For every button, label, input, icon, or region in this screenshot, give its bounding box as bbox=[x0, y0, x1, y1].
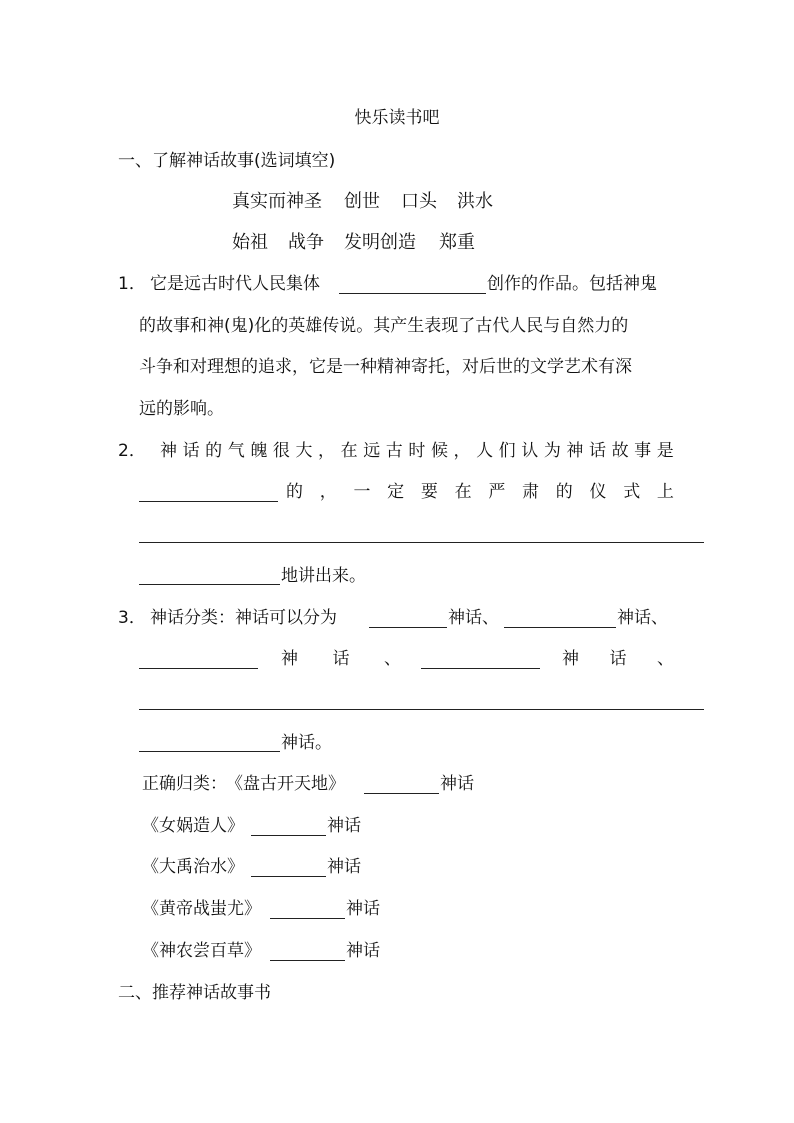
word-bank-item: 口头 bbox=[401, 191, 437, 212]
classify-label: 正确归类： bbox=[142, 774, 227, 794]
q3-blank[interactable] bbox=[139, 751, 280, 752]
classify-item-title: 《女娲造人》 bbox=[142, 816, 244, 836]
classify-blank[interactable] bbox=[251, 876, 326, 877]
q1-number: 1． bbox=[118, 274, 146, 294]
page-title: 快乐读书吧 bbox=[354, 108, 440, 128]
classify-blank[interactable] bbox=[364, 793, 439, 794]
classify-blank[interactable] bbox=[270, 960, 345, 961]
classify-item-title: 《大禹治水》 bbox=[142, 857, 244, 877]
classify-item-title: 《神农尝百草》 bbox=[142, 941, 261, 961]
classify-item-suffix: 神话 bbox=[440, 774, 474, 794]
word-bank-item: 真实而神圣 bbox=[232, 191, 322, 212]
q3-line-2a: 神 话 、 bbox=[281, 649, 401, 669]
q2-number: 2． bbox=[118, 441, 146, 461]
classify-item-suffix: 神话 bbox=[327, 857, 361, 877]
q2-blank-2[interactable] bbox=[139, 584, 280, 585]
classify-blank[interactable] bbox=[251, 835, 326, 836]
q2-line-2: 的 ， 一 定 要 在 严 肃 的 仪 式 上 bbox=[286, 482, 674, 502]
q3-line-2b: 神 话 、 bbox=[562, 649, 674, 669]
q3-blank[interactable] bbox=[421, 668, 540, 669]
q1-text: 创作的作品。包括神鬼 bbox=[487, 274, 657, 294]
q1-blank[interactable] bbox=[339, 293, 486, 294]
section-1-heading: 一、了解神话故事(选词填空) bbox=[118, 151, 336, 171]
classify-item-title: 《盘古开天地》 bbox=[226, 774, 345, 794]
word-bank-item: 郑重 bbox=[439, 232, 475, 253]
classify-item-suffix: 神话 bbox=[346, 899, 380, 919]
q3-text: 神话、 bbox=[448, 608, 499, 628]
q3-text: 神话分类：神话可以分为 bbox=[150, 608, 337, 628]
word-bank-item: 始祖 bbox=[232, 232, 268, 253]
classify-blank[interactable] bbox=[270, 918, 345, 919]
classify-item-suffix: 神话 bbox=[346, 941, 380, 961]
q2-blank-line[interactable] bbox=[139, 542, 704, 543]
q3-blank[interactable] bbox=[504, 627, 616, 628]
q3-blank[interactable] bbox=[369, 627, 447, 628]
word-bank-item: 发明创造 bbox=[344, 232, 416, 253]
q3-text: 神话。 bbox=[281, 733, 332, 753]
q2-blank-1[interactable] bbox=[139, 501, 278, 502]
word-bank-item: 洪水 bbox=[457, 191, 493, 212]
q2-line-1: 神 话 的 气 魄 很 大 ， 在 远 古 时 候 ， 人 们 认 为 神 话 故 事 是 bbox=[160, 441, 674, 461]
q1-text: 它是远古时代人民集体 bbox=[150, 274, 320, 294]
q3-blank-line[interactable] bbox=[139, 709, 704, 710]
q3-text: 神话、 bbox=[617, 608, 668, 628]
q3-blank[interactable] bbox=[139, 668, 258, 669]
q3-number: 3． bbox=[118, 608, 146, 628]
q2-text: 地讲出来。 bbox=[281, 566, 366, 586]
word-bank-item: 战争 bbox=[288, 232, 324, 253]
q1-text: 斗争和对理想的追求，它是一种精神寄托，对后世的文学艺术有深 bbox=[139, 357, 632, 377]
classify-item-suffix: 神话 bbox=[327, 816, 361, 836]
q1-text: 远的影响。 bbox=[139, 399, 224, 419]
q1-text: 的故事和神(鬼)化的英雄传说。其产生表现了古代人民与自然力的 bbox=[139, 316, 629, 336]
classify-item-title: 《黄帝战蚩尤》 bbox=[142, 899, 261, 919]
section-2-heading: 二、推荐神话故事书 bbox=[118, 983, 271, 1003]
word-bank-item: 创世 bbox=[344, 191, 380, 212]
